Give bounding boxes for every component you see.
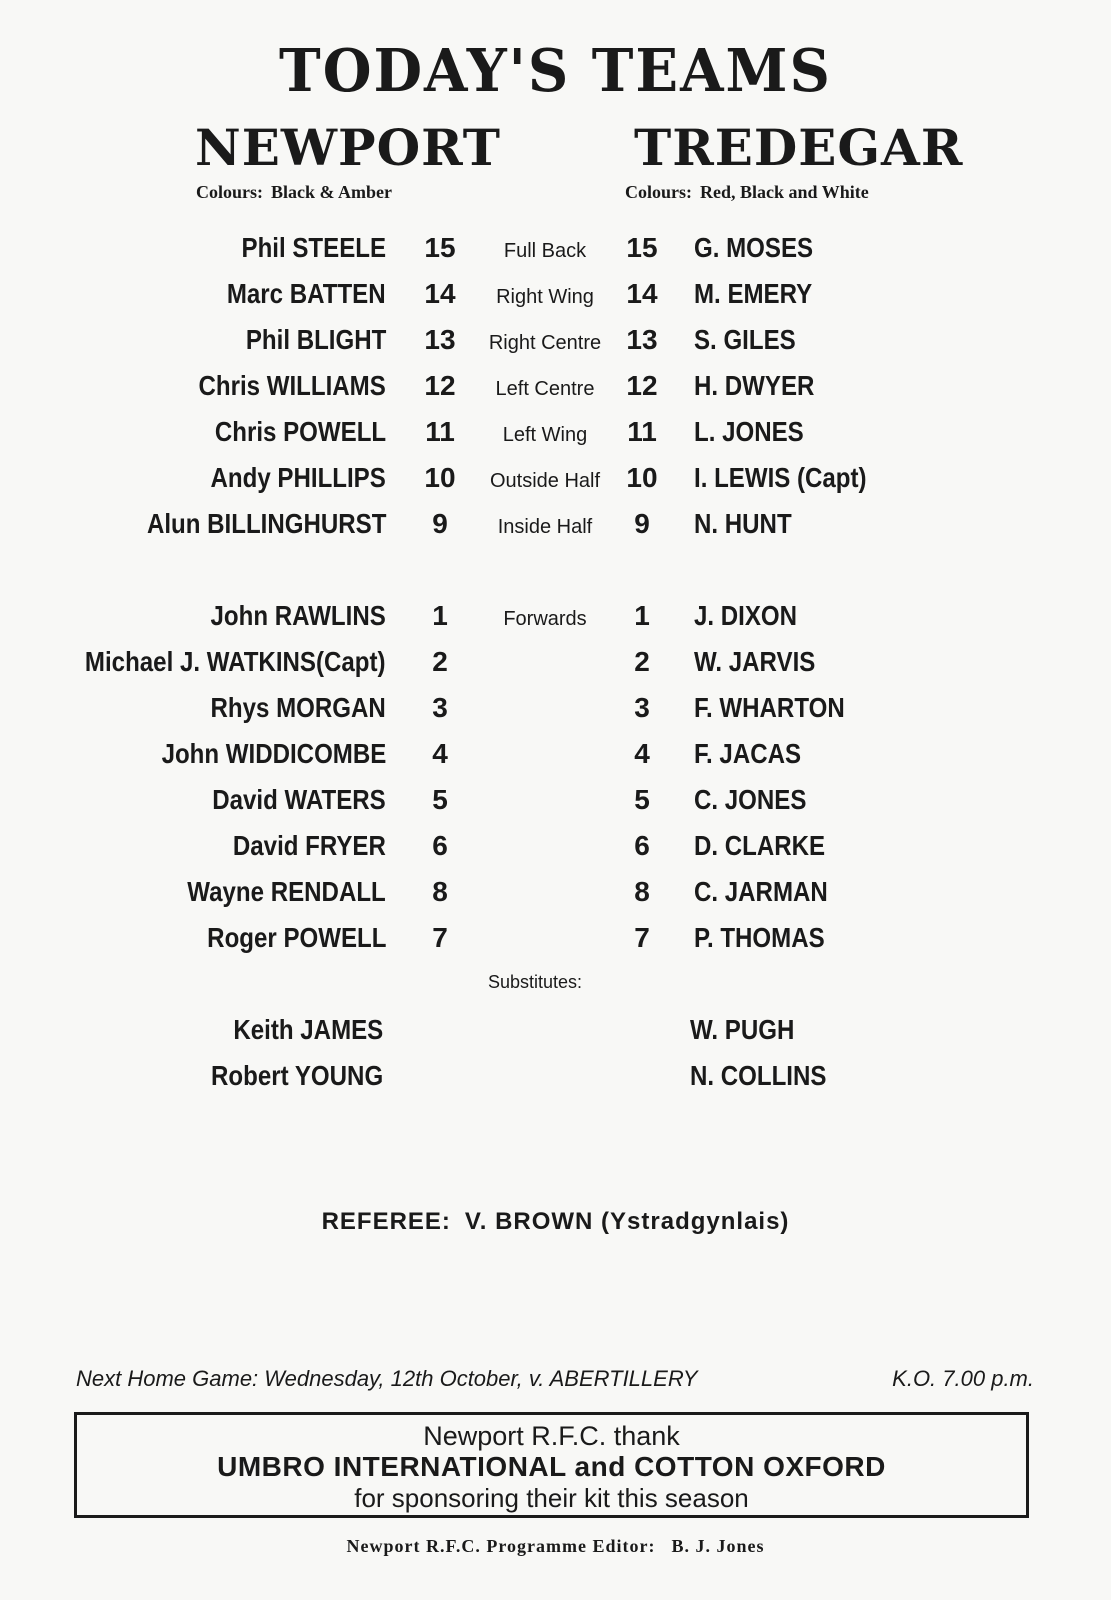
position-label: Right Wing: [496, 286, 594, 308]
home-number: 2: [432, 646, 448, 677]
position-label: Right Centre: [488, 332, 602, 354]
lineup-row-backs-1: [0, 278, 1111, 318]
home-player: Rhys MORGAN: [210, 692, 386, 723]
home-player: Wayne RENDALL: [187, 876, 386, 907]
home-number: 9: [432, 508, 448, 539]
away-number: 11: [627, 416, 657, 447]
away-number: 13: [626, 324, 658, 355]
home-player: Marc BATTEN: [227, 278, 386, 309]
home-player: David WATERS: [212, 784, 386, 815]
lineup-row-backs-2: [0, 324, 1111, 364]
home-player: Alun BILLINGHURST: [146, 508, 386, 539]
home-number: 8: [432, 876, 448, 907]
away-number: 14: [626, 278, 658, 309]
away-player: C. JARMAN: [694, 876, 828, 907]
home-player: John RAWLINS: [210, 600, 386, 631]
away-number: 1: [634, 600, 650, 631]
away-player: J. DIXON: [694, 600, 798, 631]
home-player: Chris WILLIAMS: [198, 370, 386, 401]
lineup-row-forwards-7: [0, 922, 1111, 962]
away-substitute: W. PUGH: [690, 1014, 795, 1045]
away-colours-label: Colours:: [625, 182, 692, 202]
kickoff-time: K.O. 7.00 p.m.: [892, 1366, 1034, 1391]
lineup-row-forwards-0: [0, 600, 1111, 640]
position-label: Forwards: [503, 608, 587, 630]
referee-name: V. BROWN (Ystradgynlais): [464, 1208, 790, 1235]
programme-editor: [0, 1536, 1111, 1557]
away-number: 10: [626, 462, 658, 493]
next-home-game: [76, 1366, 1046, 1392]
away-player: N. HUNT: [694, 508, 792, 539]
away-player: D. CLARKE: [694, 830, 826, 861]
home-number: 13: [424, 324, 456, 355]
away-number: 15: [626, 232, 658, 263]
lineup-row-backs-6: [0, 508, 1111, 548]
sponsor-box: [74, 1412, 1029, 1518]
away-player: L. JONES: [694, 416, 804, 447]
substitutes-row-0: [0, 1014, 1111, 1054]
home-number: 10: [424, 462, 456, 493]
home-number: 7: [432, 922, 448, 953]
editor-name: B. J. Jones: [671, 1536, 765, 1556]
away-team-name: TREDEGAR: [634, 118, 964, 177]
next-game-text: Next Home Game: Wednesday, 12th October, v. ABERTILLERY: [76, 1366, 698, 1391]
away-number: 2: [634, 646, 650, 677]
lineup-row-backs-4: [0, 416, 1111, 456]
away-player: P. THOMAS: [694, 922, 825, 953]
away-number: 8: [634, 876, 650, 907]
away-player: F. JACAS: [694, 738, 802, 769]
home-substitute: Robert YOUNG: [210, 1060, 383, 1091]
home-team-name: NEWPORT: [195, 118, 501, 177]
sponsor-line-1: Newport R.F.C. thank: [423, 1421, 680, 1451]
position-label: Full Back: [503, 240, 587, 262]
lineup-row-forwards-5: [0, 830, 1111, 870]
away-player: C. JONES: [694, 784, 807, 815]
home-number: 5: [432, 784, 448, 815]
away-number: 4: [634, 738, 650, 769]
lineup-row-forwards-6: [0, 876, 1111, 916]
home-colours-label: Colours:: [196, 182, 263, 202]
home-player: Michael J. WATKINS(Capt): [85, 646, 386, 677]
home-player: Roger POWELL: [206, 922, 386, 953]
page-title: TODAY'S TEAMS: [279, 36, 832, 106]
away-number: 5: [634, 784, 650, 815]
lineup-row-forwards-1: [0, 646, 1111, 686]
substitutes-label: Substitutes:: [487, 972, 583, 992]
lineup-row-forwards-2: [0, 692, 1111, 732]
away-number: 7: [634, 922, 650, 953]
home-number: 15: [424, 232, 456, 263]
away-colours: [625, 182, 869, 203]
lineup-row-backs-5: [0, 462, 1111, 502]
lineup-row-backs-3: [0, 370, 1111, 410]
referee-label: REFEREE:: [321, 1208, 451, 1235]
home-player: Phil STEELE: [241, 232, 386, 263]
home-number: 12: [424, 370, 456, 401]
position-label: Outside Half: [489, 470, 601, 492]
away-number: 6: [634, 830, 650, 861]
away-player: F. WHARTON: [694, 692, 845, 723]
away-number: 9: [634, 508, 650, 539]
home-number: 6: [432, 830, 448, 861]
position-label: Left Wing: [502, 424, 588, 446]
home-number: 3: [432, 692, 448, 723]
editor-label: Newport R.F.C. Programme Editor:: [346, 1536, 656, 1556]
sponsor-line-3: for sponsoring their kit this season: [354, 1483, 749, 1513]
away-substitute: N. COLLINS: [690, 1060, 827, 1091]
away-number: 12: [626, 370, 658, 401]
home-number: 1: [432, 600, 448, 631]
home-substitute: Keith JAMES: [233, 1014, 383, 1045]
lineup-row-backs-0: [0, 232, 1111, 272]
home-player: John WIDDICOMBE: [161, 738, 386, 769]
home-player: David FRYER: [233, 830, 386, 861]
home-player: Phil BLIGHT: [245, 324, 386, 355]
home-player: Chris POWELL: [214, 416, 386, 447]
home-colours-value: Black & Amber: [271, 182, 392, 202]
lineup-row-forwards-3: [0, 738, 1111, 778]
away-player: I. LEWIS (Capt): [694, 462, 867, 493]
home-colours: [196, 182, 392, 203]
away-player: W. JARVIS: [694, 646, 816, 677]
lineup-row-forwards-4: [0, 784, 1111, 824]
away-player: H. DWYER: [694, 370, 815, 401]
away-player: S. GILES: [694, 324, 796, 355]
position-label: Inside Half: [497, 516, 593, 538]
home-number: 14: [424, 278, 456, 309]
away-number: 3: [634, 692, 650, 723]
home-number: 4: [432, 738, 448, 769]
sponsor-line-2: UMBRO INTERNATIONAL and COTTON OXFORD: [217, 1451, 886, 1482]
home-player: Andy PHILLIPS: [210, 462, 386, 493]
referee-line: [0, 1208, 1111, 1236]
away-player: G. MOSES: [694, 232, 814, 263]
home-number: 11: [425, 416, 455, 447]
position-label: Left Centre: [495, 378, 595, 400]
away-player: M. EMERY: [694, 278, 813, 309]
away-colours-value: Red, Black and White: [700, 182, 869, 202]
substitutes-row-1: [0, 1060, 1111, 1100]
